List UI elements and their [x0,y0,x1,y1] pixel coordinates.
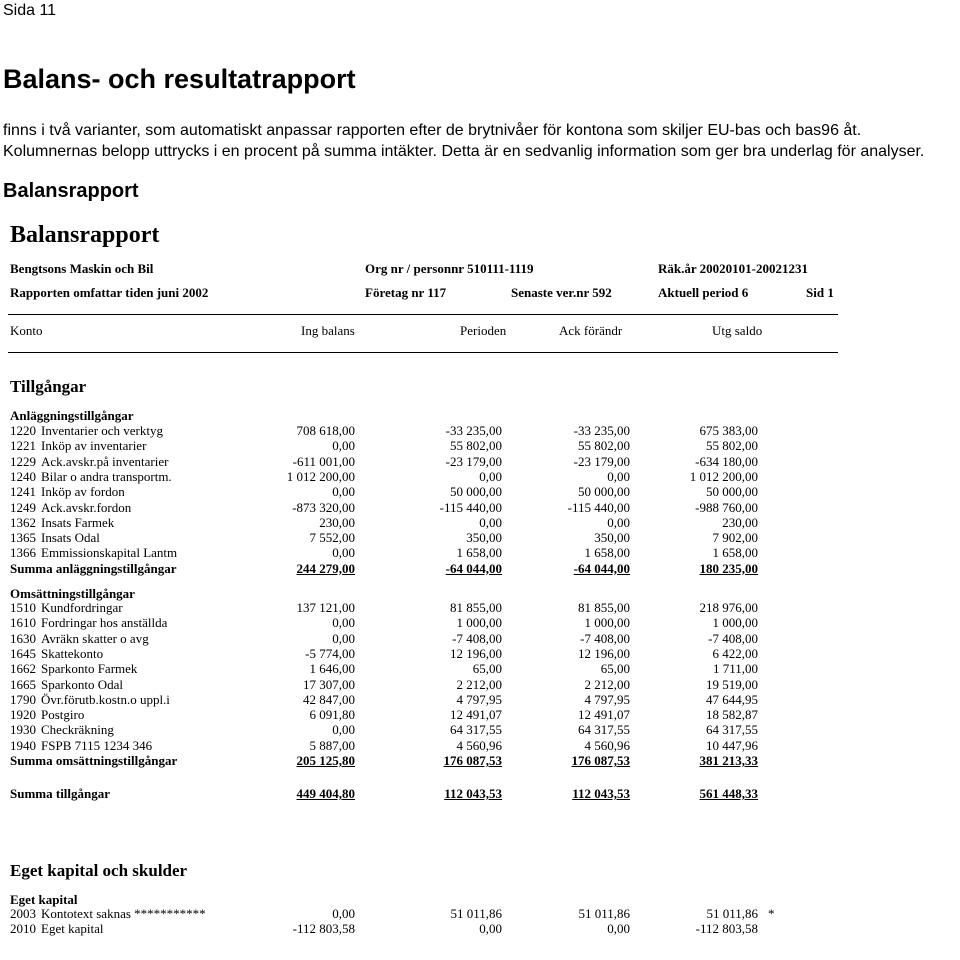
account-number: 1940 [10,737,36,753]
account-number: 2003 [10,906,36,921]
org-number: Org nr / personnr 510111-1119 [365,261,534,276]
opening-balance: 0,00 [332,615,355,631]
account-row [0,545,850,560]
opening-balance: 6 091,80 [309,707,355,723]
account-name: Bilar o andra transportm. [41,468,172,484]
page-number-label: Sida 11 [3,2,57,19]
opening-balance: 5 887,00 [309,737,355,753]
period-amount: 112 043,53 [444,786,502,801]
period-covered: Rapporten omfattar tiden juni 2002 [10,285,209,300]
account-row [0,661,850,676]
accumulated-change: 81 855,00 [578,600,630,615]
account-name: Sparkonto Odal [41,676,123,692]
accumulated-change: -33 235,00 [573,423,630,438]
accumulated-change: -115 440,00 [567,499,630,515]
account-row [0,707,850,722]
intro-line-1: finns i två varianter, som automatiskt anpassar rapporten efter de brytnivåer för kontona som skiljer EU-bas och bas96 åt. [3,122,862,139]
account-row [0,722,850,737]
closing-balance: 51 011,86 [706,906,758,921]
period-amount: 0,00 [479,921,502,937]
document-title: Balans- och resultatrapport [3,64,356,94]
period-amount: 1 658,00 [456,545,502,561]
opening-balance: 0,00 [332,484,355,500]
account-name: Checkräkning [41,722,114,738]
account-number: 1362 [10,514,36,530]
sum-row [0,753,850,768]
opening-balance: 0,00 [332,630,355,646]
latest-version: Senaste ver.nr 592 [511,285,612,300]
current-period: Aktuell period 6 [658,285,749,300]
opening-balance: -611 001,00 [292,453,355,469]
accumulated-change: -23 179,00 [573,453,630,469]
accumulated-change: 0,00 [607,921,630,937]
period-amount: 65,00 [472,661,502,677]
account-row [0,615,850,630]
accumulated-change: 176 087,53 [571,753,630,768]
period-amount: 176 087,53 [443,753,502,768]
accumulated-change: 112 043,53 [572,786,630,801]
company-name: Bengtsons Maskin och Bil [10,261,154,276]
period-amount: -115 440,00 [439,499,502,515]
accumulated-change: 50 000,00 [578,484,630,500]
accumulated-change: 12 196,00 [578,645,630,661]
accumulated-change: 0,00 [607,514,630,530]
accumulated-change: 2 212,00 [584,676,630,692]
account-name: Inköp av inventarier [41,438,147,454]
opening-balance: 0,00 [332,906,355,921]
closing-balance: 1 000,00 [712,615,758,631]
opening-balance: -5 774,00 [305,645,355,661]
account-name: Ack.avskr.fordon [41,499,132,515]
equity-liabilities-heading: Eget kapital och skulder [10,861,188,880]
account-number: 1510 [10,600,36,615]
opening-balance: 42 847,00 [303,691,355,707]
opening-balance: 0,00 [332,545,355,561]
closing-balance: -112 803,58 [695,921,758,937]
intro-paragraph [3,120,924,162]
opening-balance: 449 404,80 [296,786,355,801]
accumulated-change: 55 802,00 [578,438,630,454]
period-amount: 0,00 [479,514,502,530]
account-number: 1630 [10,630,36,646]
account-number: 2010 [10,921,36,937]
closing-balance: 381 213,33 [699,753,758,768]
report-title: Balansrapport [10,222,160,248]
opening-balance: 230,00 [319,514,355,530]
closing-balance: -7 408,00 [708,630,758,646]
fixed-assets-heading: Anläggningstillgångar [10,408,134,423]
account-name: Summa tillgångar [10,786,111,801]
account-name: Emmissionskapital Lantm [41,545,178,561]
account-name: Summa anläggningstillgångar [10,560,177,576]
column-header-period: Perioden [460,323,507,338]
period-amount: 55 802,00 [450,438,502,454]
opening-balance: 1 012 200,00 [286,468,355,484]
account-name: Insats Farmek [41,514,115,530]
period-amount: 1 000,00 [456,615,502,631]
period-amount: 12 196,00 [450,645,502,661]
accumulated-change: -7 408,00 [580,630,630,646]
period-amount: 350,00 [466,530,502,546]
opening-balance: 0,00 [332,722,355,738]
opening-balance: 7 552,00 [309,530,355,546]
closing-balance: 675 383,00 [699,423,758,438]
account-name: Insats Odal [41,530,100,546]
account-number: 1662 [10,661,36,677]
header-rule-bottom [8,352,838,353]
account-row [0,484,850,499]
period-amount: 12 491,07 [450,707,502,723]
closing-balance: -634 180,00 [695,453,758,469]
period-amount: 81 855,00 [450,600,502,615]
account-name: Fordringar hos anställda [41,615,168,631]
account-name: Avräkn skatter o avg [41,630,149,646]
account-number: 1930 [10,722,36,738]
accumulated-change: 64 317,55 [578,722,630,738]
account-name: Postgiro [41,707,85,723]
period-amount: 0,00 [479,468,502,484]
opening-balance: 0,00 [332,438,355,454]
account-number: 1610 [10,615,36,631]
period-amount: 4 560,96 [456,737,502,753]
account-row [0,921,850,936]
account-number: 1221 [10,438,36,454]
closing-balance: 6 422,00 [712,645,758,661]
account-row [0,692,850,707]
assets-heading: Tillgångar [10,377,87,396]
account-name: Övr.förutb.kostn.o uppl.i [41,691,170,707]
column-header-accumulated: Ack förändr [559,323,623,338]
account-row [0,631,850,646]
account-name: Kundfordringar [41,600,123,615]
opening-balance: 17 307,00 [303,676,355,692]
period-amount: -7 408,00 [452,630,502,646]
accumulated-change: 51 011,86 [578,906,630,921]
opening-balance: 708 618,00 [296,423,355,438]
account-name: Skattekonto [41,645,104,661]
period-amount: 2 212,00 [456,676,502,692]
closing-balance: 50 000,00 [706,484,758,500]
account-number: 1220 [10,423,36,438]
sum-row [0,561,850,576]
column-header-closing: Utg saldo [712,323,763,338]
closing-balance: 7 902,00 [712,530,758,546]
closing-balance: 47 644,95 [706,691,758,707]
account-number: 1645 [10,645,36,661]
account-number: 1790 [10,691,36,707]
account-number: 1249 [10,499,36,515]
period-amount: -23 179,00 [445,453,502,469]
sum-row [0,786,850,801]
accumulated-change: 65,00 [600,661,630,677]
closing-balance: 10 447,96 [706,737,758,753]
fiscal-year: Räk.år 20020101-20021231 [658,261,808,276]
account-row [0,500,850,515]
account-row [0,530,850,545]
closing-balance: 218 976,00 [699,600,758,615]
accumulated-change: 1 658,00 [584,545,630,561]
account-number: 1365 [10,530,36,546]
account-name: Summa omsättningstillgångar [10,753,178,768]
flag-marker: * [768,906,775,921]
account-number: 1665 [10,676,36,692]
opening-balance: 205 125,80 [296,753,355,768]
account-row [0,469,850,484]
closing-balance: 180 235,00 [699,560,758,576]
account-name: Kontotext saknas *********** [41,906,206,921]
account-row [0,677,850,692]
account-row [0,423,850,438]
accumulated-change: 1 000,00 [584,615,630,631]
opening-balance: 244 279,00 [296,560,355,576]
section-heading: Balansrapport [3,180,139,202]
period-amount: 64 317,55 [450,722,502,738]
closing-balance: 64 317,55 [706,722,758,738]
balance-report-image [0,218,850,960]
period-amount: -64 044,00 [445,560,502,576]
account-row [0,600,850,615]
closing-balance: 18 582,87 [706,707,758,723]
header-rule-top [8,314,838,315]
closing-balance: 1 658,00 [712,545,758,561]
account-row [0,454,850,469]
page-number: Sid 1 [806,285,834,300]
column-header-opening: Ing balans [301,323,355,338]
closing-balance: 55 802,00 [706,438,758,454]
account-row [0,738,850,753]
opening-balance: 137 121,00 [296,600,355,615]
account-number: 1229 [10,453,36,469]
accumulated-change: 4 560,96 [584,737,630,753]
account-name: Eget kapital [41,921,104,937]
accumulated-change: 4 797,95 [584,691,630,707]
account-row [0,438,850,453]
account-number: 1240 [10,468,36,484]
account-number: 1920 [10,707,36,723]
opening-balance: -112 803,58 [292,921,355,937]
account-number: 1241 [10,484,36,500]
intro-line-2: Kolumnernas belopp uttrycks i en procent på summa intäkter. Detta är en sedvanlig information som ger bra underlag för analyser. [3,143,925,160]
opening-balance: -873 320,00 [292,499,355,515]
period-amount: 4 797,95 [456,691,502,707]
period-amount: 51 011,86 [450,906,502,921]
period-amount: -33 235,00 [445,423,502,438]
closing-balance: 1 711,00 [712,661,758,677]
account-row [0,906,850,921]
closing-balance: 1 012 200,00 [689,468,758,484]
account-number: 1366 [10,545,36,561]
opening-balance: 1 646,00 [309,661,355,677]
accumulated-change: 350,00 [594,530,630,546]
account-name: Inventarier och verktyg [41,423,164,438]
closing-balance: 561 448,33 [699,786,758,801]
closing-balance: 19 519,00 [706,676,758,692]
account-name: Ack.avskr.på inventarier [41,453,169,469]
account-name: FSPB 7115 1234 346 [41,737,153,753]
closing-balance: -988 760,00 [695,499,758,515]
account-name: Inköp av fordon [41,484,125,500]
current-assets-heading: Omsättningstillgångar [10,586,135,601]
column-header-account: Konto [10,323,43,338]
accumulated-change: -64 044,00 [573,560,630,576]
account-row [0,646,850,661]
account-row [0,515,850,530]
accumulated-change: 12 491,07 [578,707,630,723]
equity-heading: Eget kapital [10,892,78,907]
accumulated-change: 0,00 [607,468,630,484]
period-amount: 50 000,00 [450,484,502,500]
company-number: Företag nr 117 [365,285,447,300]
closing-balance: 230,00 [722,514,758,530]
account-name: Sparkonto Farmek [41,661,138,677]
